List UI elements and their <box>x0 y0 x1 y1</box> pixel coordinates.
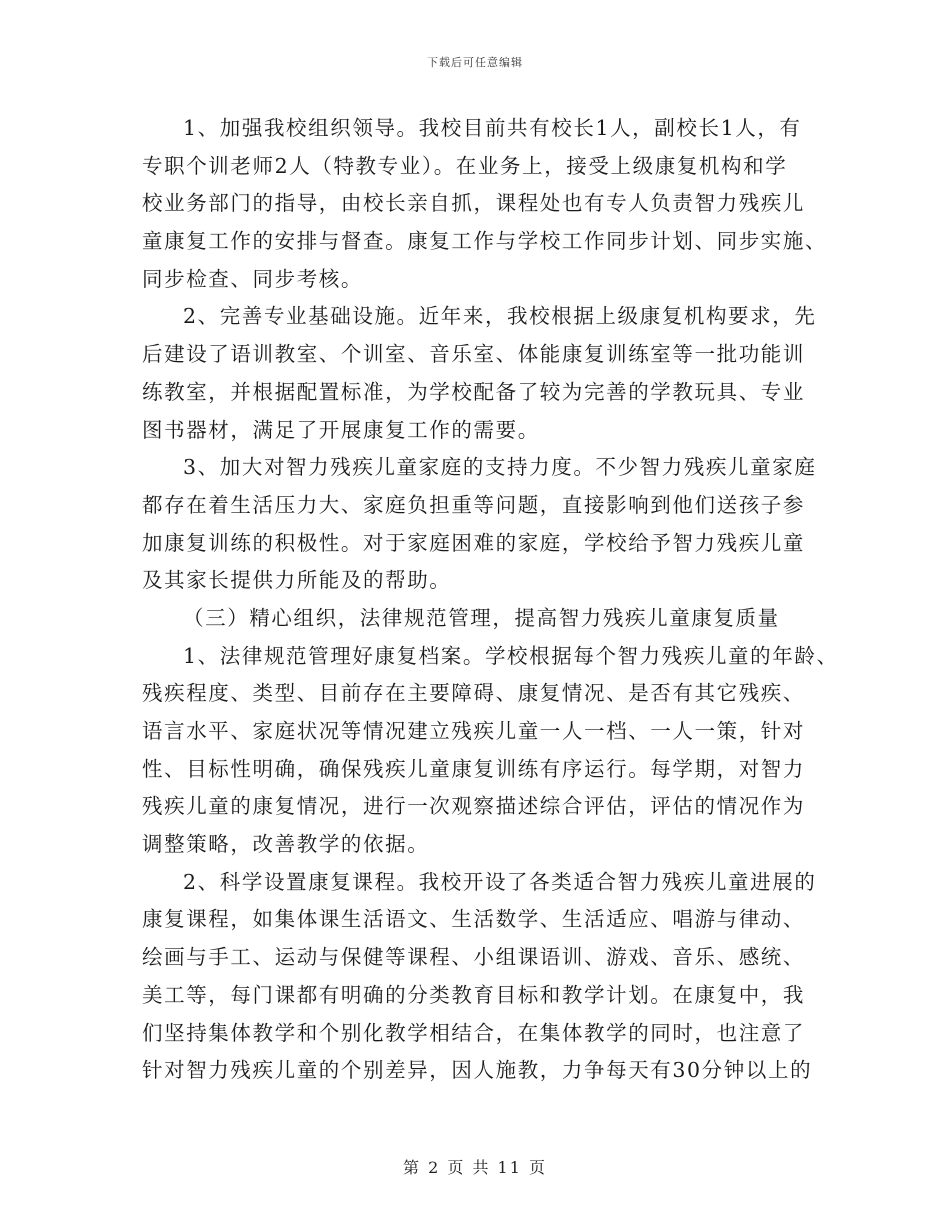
text-line: 童康复工作的安排与督查。康复工作与学校工作同步计划、同步实施、 <box>142 229 828 254</box>
text-line: 康复课程，如集体课生活语文、生活数学、生活适应、唱游与律动、 <box>142 907 805 932</box>
text-line: 美工等，每门课都有明确的分类教育目标和教学计划。在康复中，我 <box>142 982 805 1007</box>
text-line: 绘画与手工、运动与保健等课程、小组课语训、游戏、音乐、感统、 <box>142 945 805 970</box>
text-line: 图书器材，满足了开展康复工作的需要。 <box>142 417 540 442</box>
page-header: 下载后可任意编辑 <box>427 56 523 69</box>
text-line: 专职个训老师2人（特教专业）。在业务上，接受上级康复机构和学 <box>142 153 788 178</box>
text-line: 都存在着生活压力大、家庭负担重等问题，直接影响到他们送孩子参 <box>142 492 805 517</box>
text-line: 后建设了语训教室、个训室、音乐室、体能康复训练室等一批功能训 <box>142 342 805 367</box>
text-line: 残疾程度、类型、目前存在主要障碍、康复情况、是否有其它残疾、 <box>142 681 805 706</box>
text-line: 残疾儿童的康复情况，进行一次观察描述综合评估，评估的情况作为 <box>142 794 805 819</box>
text-line: 1、法律规范管理好康复档案。学校根据每个智力残疾儿童的年龄、 <box>183 643 839 668</box>
text-line: 同步检查、同步考核。 <box>142 266 363 291</box>
page-footer: 第 2 页 共 11 页 <box>403 1158 547 1177</box>
text-line: 2、完善专业基础设施。近年来，我校根据上级康复机构要求，先 <box>183 304 817 329</box>
text-line: 3、加大对智力残疾儿童家庭的支持力度。不少智力残疾儿童家庭 <box>183 455 817 480</box>
text-line: 语言水平、家庭状况等情况建立残疾儿童一人一档、一人一策，针对 <box>142 719 805 743</box>
text-line: 性、目标性明确，确保残疾儿童康复训练有序运行。每学期，对智力 <box>142 756 805 781</box>
text-line: 调整策略，改善教学的依据。 <box>142 832 430 857</box>
text-line: 校业务部门的指导，由校长亲自抓，课程处也有专人负责智力残疾儿 <box>142 191 805 216</box>
text-line: （三）精心组织，法律规范管理，提高智力残疾儿童康复质量 <box>183 605 780 630</box>
text-line: 练教室，并根据配置标准，为学校配备了较为完善的学教玩具、专业 <box>142 379 805 404</box>
text-line: 针对智力残疾儿童的个别差异，因人施教，力争每天有30分钟以上的 <box>142 1058 813 1083</box>
text-line: 加康复训练的积极性。对于家庭困难的家庭，学校给予智力残疾儿童 <box>142 530 805 555</box>
text-line: 2、科学设置康复课程。我校开设了各类适合智力残疾儿童进展的 <box>183 869 817 894</box>
document-body <box>142 110 839 1090</box>
text-line: 们坚持集体教学和个别化教学相结合，在集体教学的同时，也注意了 <box>142 1020 805 1045</box>
text-line: 及其家长提供力所能及的帮助。 <box>142 568 452 593</box>
text-line: 1、加强我校组织领导。我校目前共有校长1人，副校长1人，有 <box>183 116 802 140</box>
